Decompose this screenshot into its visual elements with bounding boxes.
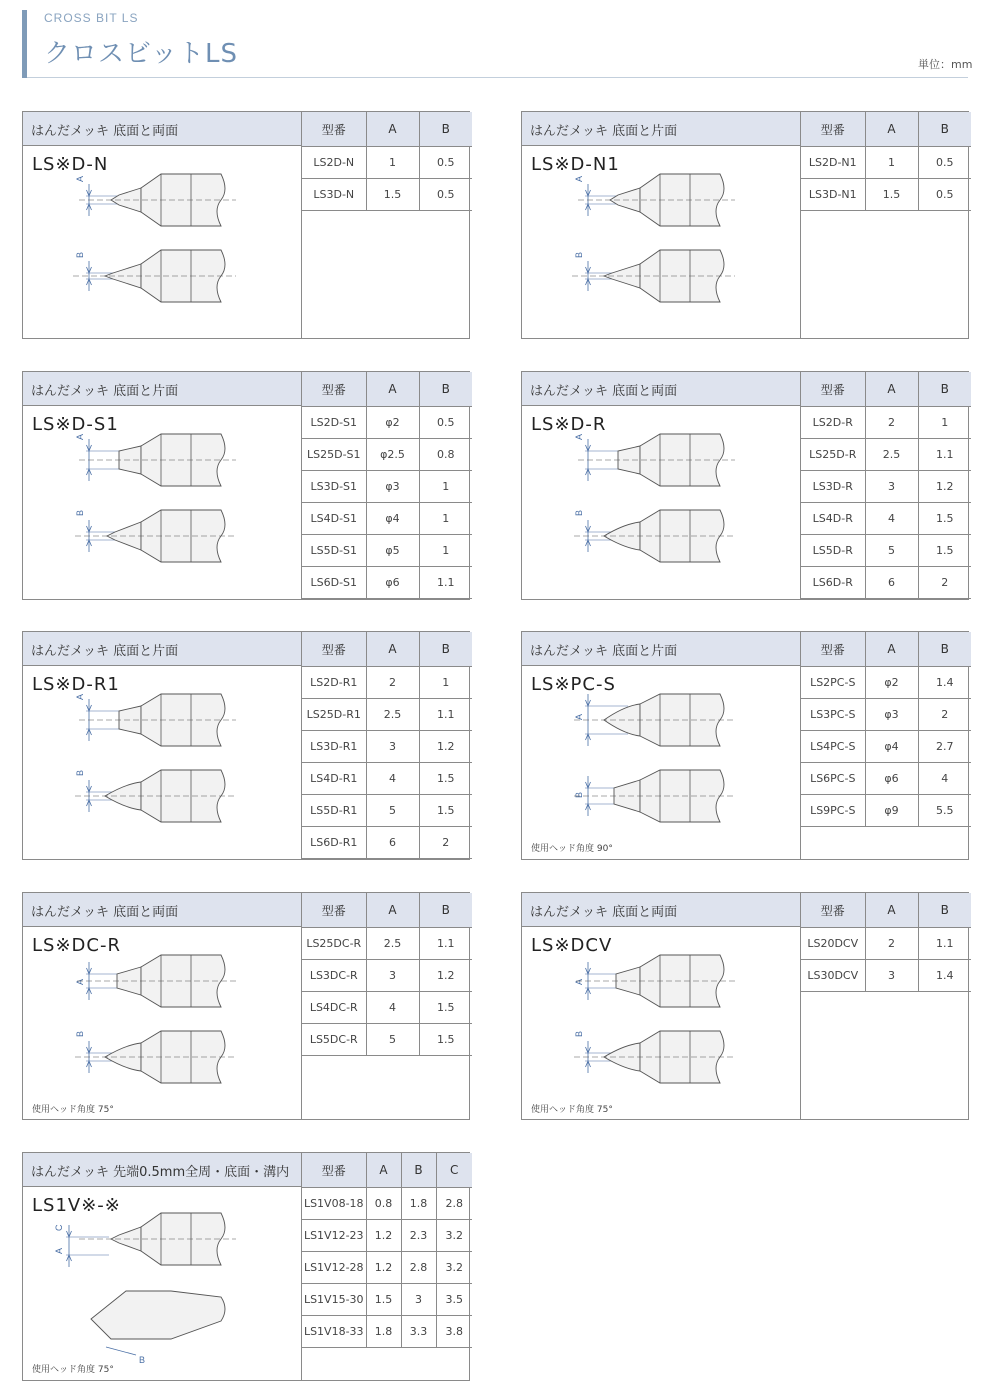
tip-diagram <box>530 919 790 1111</box>
dimension-cell: 3.5 <box>436 1284 472 1316</box>
head-angle-note: 使用ヘッド角度 75° <box>531 1105 613 1115</box>
spec-table <box>801 372 971 599</box>
table-row <box>302 179 472 211</box>
product-panel <box>22 631 470 860</box>
spec-table <box>801 632 971 827</box>
dimension-cell: 1.5 <box>419 1024 472 1056</box>
column-header: 型番 <box>302 1153 366 1188</box>
dimension-cell: 4 <box>865 503 918 535</box>
plating-label: はんだメッキ 底面と両面 <box>530 384 678 399</box>
dimension-label: A <box>75 693 85 700</box>
part-number-cell: LS3D-N1 <box>801 179 865 211</box>
column-header: 型番 <box>302 372 366 407</box>
dimension-cell: 2.8 <box>401 1252 436 1284</box>
column-header: A <box>366 372 419 407</box>
table-row <box>801 699 971 731</box>
plating-label: はんだメッキ 底面と両面 <box>530 905 678 920</box>
spec-table <box>302 893 472 1056</box>
part-number-cell: LS4DC-R <box>302 992 366 1024</box>
dimension-cell: 1 <box>366 147 419 179</box>
dimension-label: B <box>574 509 584 516</box>
dimension-cell: 0.5 <box>419 147 472 179</box>
dimension-label: A <box>75 175 85 182</box>
table-row <box>302 535 472 567</box>
column-header: A <box>366 112 419 147</box>
column-header: B <box>918 112 971 147</box>
tip-diagram <box>530 398 790 590</box>
dimension-cell: 1.5 <box>419 795 472 827</box>
tip-diagram <box>31 138 291 330</box>
header-accent-bar <box>22 10 27 78</box>
table-row <box>801 795 971 827</box>
dimension-cell: 1.1 <box>419 699 472 731</box>
part-number-cell: LS25D-R <box>801 439 865 471</box>
table-row <box>801 179 971 211</box>
dimension-label: B <box>75 769 85 776</box>
table-row <box>302 1316 472 1348</box>
column-header: B <box>419 632 472 667</box>
dimension-cell: 4 <box>366 763 419 795</box>
product-panel <box>521 371 969 600</box>
plating-label: はんだメッキ 底面と両面 <box>31 124 179 139</box>
dimension-cell: 0.5 <box>419 407 472 439</box>
part-number-cell: LS5D-S1 <box>302 535 366 567</box>
part-number-cell: LS3D-S1 <box>302 471 366 503</box>
spec-table <box>302 1153 472 1348</box>
column-header: A <box>865 893 918 928</box>
dimension-cell: 0.8 <box>419 439 472 471</box>
dimension-cell: 3 <box>865 471 918 503</box>
part-number-cell: LS6PC-S <box>801 763 865 795</box>
model-name: LS※PC-S <box>531 674 616 695</box>
plating-label: はんだメッキ 底面と片面 <box>530 124 678 139</box>
dimension-cell: 1.2 <box>366 1220 401 1252</box>
dimension-cell: 1.5 <box>419 992 472 1024</box>
dimension-cell: 2 <box>918 567 971 599</box>
table-row <box>801 960 971 992</box>
dimension-cell: 1.2 <box>419 731 472 763</box>
table-row <box>801 407 971 439</box>
table-row <box>302 439 472 471</box>
dimension-cell: 3 <box>366 731 419 763</box>
column-header: A <box>865 632 918 667</box>
table-row <box>801 471 971 503</box>
table-row <box>302 731 472 763</box>
part-number-cell: LS6D-R1 <box>302 827 366 859</box>
column-header: B <box>918 893 971 928</box>
column-header: B <box>419 372 472 407</box>
part-number-cell: LS1V12-23 <box>302 1220 366 1252</box>
dimension-cell: 1.8 <box>366 1316 401 1348</box>
dimension-cell: φ2 <box>366 407 419 439</box>
part-number-cell: LS1V18-33 <box>302 1316 366 1348</box>
dimension-cell: 1.2 <box>918 471 971 503</box>
dimension-cell: 1.1 <box>419 928 472 960</box>
column-header: A <box>366 1153 401 1188</box>
table-row <box>302 1284 472 1316</box>
dimension-cell: 2 <box>918 699 971 731</box>
part-number-cell: LS3D-R <box>801 471 865 503</box>
dimension-cell: 3 <box>366 960 419 992</box>
product-panel <box>22 371 470 600</box>
column-header: 型番 <box>801 112 865 147</box>
table-row <box>302 992 472 1024</box>
model-name: LS※D-S1 <box>32 414 119 435</box>
table-row <box>302 795 472 827</box>
tip-diagram <box>31 658 291 850</box>
dimension-cell: 1.4 <box>918 960 971 992</box>
dimension-cell: 5 <box>865 535 918 567</box>
table-row <box>801 763 971 795</box>
part-number-cell: LS20DCV <box>801 928 865 960</box>
model-name: LS※DC-R <box>32 935 121 956</box>
dimension-cell: φ9 <box>865 795 918 827</box>
table-row <box>302 1024 472 1056</box>
dimension-cell: 2 <box>865 928 918 960</box>
dimension-cell: 1 <box>865 147 918 179</box>
product-panel <box>22 1152 470 1381</box>
dimension-cell: 2 <box>419 827 472 859</box>
part-number-cell: LS5D-R <box>801 535 865 567</box>
dimension-cell: φ4 <box>865 731 918 763</box>
product-panel <box>521 111 969 339</box>
dimension-cell: 6 <box>366 827 419 859</box>
table-row <box>302 667 472 699</box>
table-row <box>302 471 472 503</box>
dimension-cell: 1 <box>419 471 472 503</box>
column-header: A <box>865 112 918 147</box>
table-row <box>302 827 472 859</box>
model-name: LS※D-N <box>32 154 109 175</box>
dimension-cell: 0.5 <box>918 179 971 211</box>
dimension-label: C <box>54 1224 64 1231</box>
table-row <box>302 1252 472 1284</box>
model-name: LS※DCV <box>531 935 613 956</box>
column-header: 型番 <box>801 632 865 667</box>
column-header: 型番 <box>801 372 865 407</box>
dimension-cell: 1.5 <box>366 179 419 211</box>
dimension-cell: 0.5 <box>419 179 472 211</box>
part-number-cell: LS3PC-S <box>801 699 865 731</box>
dimension-cell: 1.1 <box>419 567 472 599</box>
part-number-cell: LS2D-N1 <box>801 147 865 179</box>
dimension-cell: 2 <box>865 407 918 439</box>
dimension-cell: 1.5 <box>366 1284 401 1316</box>
product-panel <box>521 631 969 860</box>
model-name: LS※D-R <box>531 414 607 435</box>
part-number-cell: LS2D-R1 <box>302 667 366 699</box>
model-name: LS※D-R1 <box>32 674 120 695</box>
table-row <box>302 960 472 992</box>
dimension-cell: 1.5 <box>865 179 918 211</box>
dimension-cell: 3 <box>865 960 918 992</box>
dimension-label: B <box>574 1030 584 1037</box>
dimension-cell: 1 <box>918 407 971 439</box>
table-row <box>801 731 971 763</box>
dimension-cell: 1.5 <box>918 503 971 535</box>
dimension-label: A <box>574 175 584 182</box>
column-header: B <box>401 1153 436 1188</box>
dimension-label: A <box>574 433 584 440</box>
column-header: B <box>918 372 971 407</box>
table-row <box>801 928 971 960</box>
part-number-cell: LS3DC-R <box>302 960 366 992</box>
dimension-cell: φ6 <box>865 763 918 795</box>
model-name: LS1V※-※ <box>32 1195 121 1216</box>
tip-diagram <box>530 138 790 330</box>
part-number-cell: LS25D-R1 <box>302 699 366 731</box>
model-name: LS※D-N1 <box>531 154 620 175</box>
dimension-cell: 1.4 <box>918 667 971 699</box>
column-header: A <box>865 372 918 407</box>
dimension-label: A <box>75 433 85 440</box>
dimension-cell: 2.7 <box>918 731 971 763</box>
table-row <box>302 1220 472 1252</box>
plating-label: はんだメッキ 底面と両面 <box>31 905 179 920</box>
table-row <box>302 503 472 535</box>
dimension-cell: 5 <box>366 795 419 827</box>
dimension-cell: φ3 <box>865 699 918 731</box>
column-header: A <box>366 632 419 667</box>
dimension-cell: 1 <box>419 535 472 567</box>
dimension-cell: 5.5 <box>918 795 971 827</box>
table-row <box>302 567 472 599</box>
head-angle-note: 使用ヘッド角度 75° <box>32 1105 114 1115</box>
table-row <box>302 928 472 960</box>
part-number-cell: LS3D-N <box>302 179 366 211</box>
dimension-cell: 2.5 <box>366 928 419 960</box>
part-number-cell: LS4PC-S <box>801 731 865 763</box>
dimension-label: B <box>574 791 584 798</box>
column-header: 型番 <box>801 893 865 928</box>
dimension-label: B <box>75 509 85 516</box>
part-number-cell: LS6D-S1 <box>302 567 366 599</box>
column-header: 型番 <box>302 893 366 928</box>
table-row <box>302 1188 472 1220</box>
dimension-cell: 0.5 <box>918 147 971 179</box>
part-number-cell: LS30DCV <box>801 960 865 992</box>
part-number-cell: LS2D-N <box>302 147 366 179</box>
part-number-cell: LS2D-S1 <box>302 407 366 439</box>
product-panel <box>22 892 470 1120</box>
part-number-cell: LS9PC-S <box>801 795 865 827</box>
tip-diagram <box>31 1179 291 1371</box>
unit-label: 単位：mm <box>918 58 973 71</box>
dimension-cell: 1.1 <box>918 928 971 960</box>
table-row <box>302 407 472 439</box>
part-number-cell: LS5DC-R <box>302 1024 366 1056</box>
dimension-cell: φ5 <box>366 535 419 567</box>
dimension-cell: 5 <box>366 1024 419 1056</box>
part-number-cell: LS25DC-R <box>302 928 366 960</box>
table-row <box>801 667 971 699</box>
plating-label: はんだメッキ 先端0.5mm全周・底面・溝内 <box>31 1165 290 1180</box>
tip-diagram <box>31 919 291 1111</box>
table-row <box>302 699 472 731</box>
part-number-cell: LS4D-R1 <box>302 763 366 795</box>
table-row <box>801 535 971 567</box>
column-header: B <box>419 112 472 147</box>
spec-table <box>801 893 971 992</box>
column-header: B <box>918 632 971 667</box>
dimension-label: B <box>75 251 85 258</box>
table-row <box>801 439 971 471</box>
dimension-cell: 1.8 <box>401 1188 436 1220</box>
column-header: B <box>419 893 472 928</box>
product-panel <box>22 111 470 339</box>
dimension-cell: 4 <box>918 763 971 795</box>
part-number-cell: LS4D-R <box>801 503 865 535</box>
dimension-cell: 3.8 <box>436 1316 472 1348</box>
part-number-cell: LS25D-S1 <box>302 439 366 471</box>
part-number-cell: LS2PC-S <box>801 667 865 699</box>
spec-table <box>302 632 472 859</box>
dimension-label: A <box>75 978 85 985</box>
dimension-cell: 1.2 <box>419 960 472 992</box>
dimension-cell: 2.5 <box>366 699 419 731</box>
spec-table <box>302 372 472 599</box>
column-header: 型番 <box>302 112 366 147</box>
dimension-cell: 0.8 <box>366 1188 401 1220</box>
dimension-cell: 3.2 <box>436 1252 472 1284</box>
plating-label: はんだメッキ 底面と片面 <box>530 644 678 659</box>
page-title: クロスビットLS <box>44 39 238 69</box>
table-row <box>302 147 472 179</box>
header-divider <box>27 77 968 78</box>
dimension-label: B <box>139 1355 146 1365</box>
dimension-cell: 1 <box>419 503 472 535</box>
plating-label: はんだメッキ 底面と片面 <box>31 384 179 399</box>
table-row <box>801 147 971 179</box>
head-angle-note: 使用ヘッド角度 75° <box>32 1365 114 1375</box>
dimension-cell: 2.8 <box>436 1188 472 1220</box>
part-number-cell: LS4D-S1 <box>302 503 366 535</box>
tip-diagram <box>31 398 291 590</box>
dimension-cell: 1.5 <box>918 535 971 567</box>
dimension-cell: 3 <box>401 1284 436 1316</box>
spec-table <box>801 112 971 211</box>
dimension-cell: 2.5 <box>865 439 918 471</box>
part-number-cell: LS2D-R <box>801 407 865 439</box>
part-number-cell: LS1V15-30 <box>302 1284 366 1316</box>
column-header: 型番 <box>302 632 366 667</box>
dimension-cell: 3.2 <box>436 1220 472 1252</box>
table-row <box>801 503 971 535</box>
dimension-cell: φ2.5 <box>366 439 419 471</box>
dimension-label: B <box>574 251 584 258</box>
dimension-cell: φ3 <box>366 471 419 503</box>
table-row <box>302 763 472 795</box>
dimension-cell: 1 <box>419 667 472 699</box>
part-number-cell: LS3D-R1 <box>302 731 366 763</box>
dimension-cell: 1.2 <box>366 1252 401 1284</box>
dimension-label: A <box>54 1247 64 1254</box>
part-number-cell: LS5D-R1 <box>302 795 366 827</box>
part-number-cell: LS1V12-28 <box>302 1252 366 1284</box>
dimension-label: A <box>574 713 584 720</box>
dimension-cell: φ6 <box>366 567 419 599</box>
table-row <box>801 567 971 599</box>
product-panel <box>521 892 969 1120</box>
dimension-cell: 1.5 <box>419 763 472 795</box>
dimension-cell: 4 <box>366 992 419 1024</box>
page-subtitle: CROSS BIT LS <box>44 11 139 25</box>
dimension-cell: 1.1 <box>918 439 971 471</box>
part-number-cell: LS6D-R <box>801 567 865 599</box>
spec-table <box>302 112 472 211</box>
dimension-cell: 3.3 <box>401 1316 436 1348</box>
dimension-cell: φ4 <box>366 503 419 535</box>
part-number-cell: LS1V08-18 <box>302 1188 366 1220</box>
column-header: C <box>436 1153 472 1188</box>
dimension-cell: 6 <box>865 567 918 599</box>
dimension-cell: 2 <box>366 667 419 699</box>
tip-diagram <box>530 658 790 850</box>
dimension-label: B <box>75 1030 85 1037</box>
head-angle-note: 使用ヘッド角度 90° <box>531 844 613 854</box>
dimension-cell: φ2 <box>865 667 918 699</box>
dimension-label: A <box>574 978 584 985</box>
plating-label: はんだメッキ 底面と片面 <box>31 644 179 659</box>
column-header: A <box>366 893 419 928</box>
dimension-cell: 2.3 <box>401 1220 436 1252</box>
